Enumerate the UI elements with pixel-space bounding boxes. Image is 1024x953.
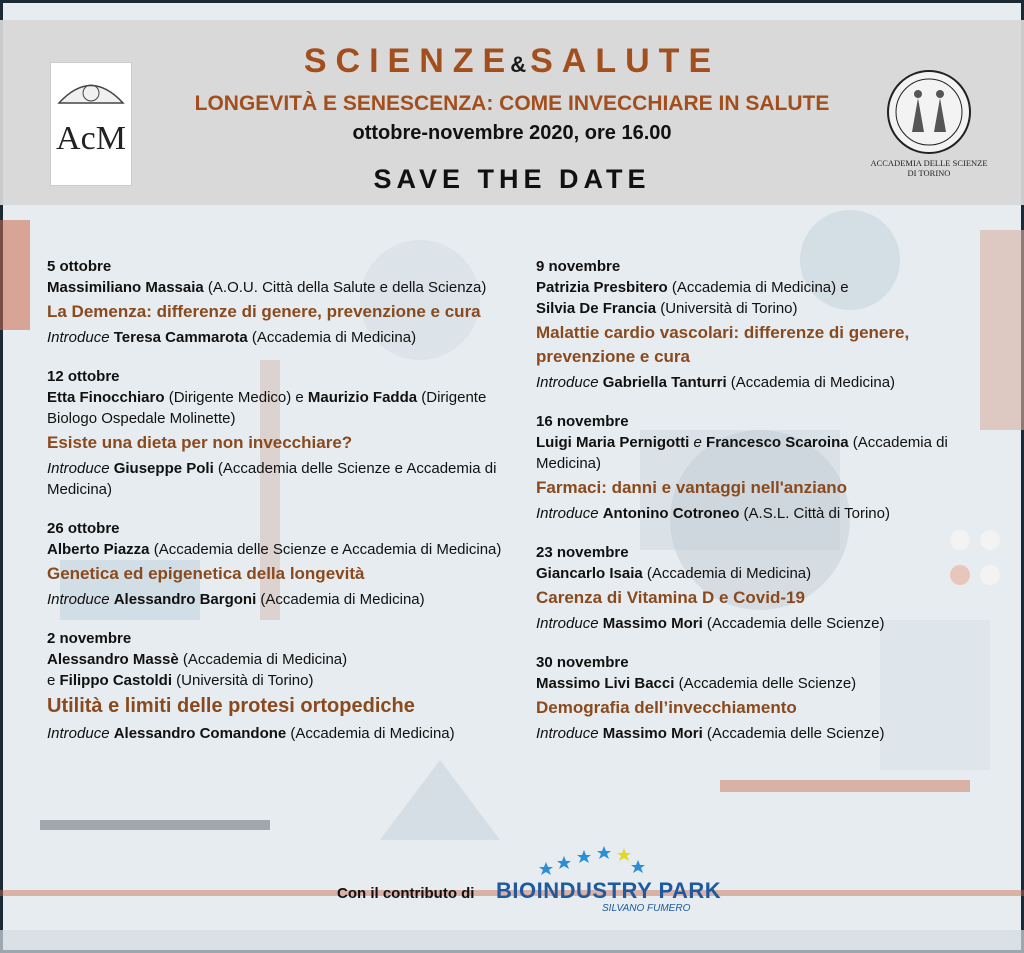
series-dates: ottobre-novembre 2020, ore 16.00	[352, 122, 672, 144]
event-speakers-2: e Filippo Castoldi (Università di Torino)	[47, 672, 314, 689]
svg-text:AcM: AcM	[56, 120, 126, 157]
event-title: Demografia dell’invecchiamento	[536, 698, 797, 717]
event-speakers: Luigi Maria Pernigotti e Francesco Scaroina (Accademia di Medicina)	[536, 434, 948, 472]
sponsor-subtitle: SILVANO FUMERO	[602, 903, 691, 914]
event-date: 12 ottobre	[47, 368, 120, 385]
sponsor-name: BIOINDUSTRY PARK	[496, 878, 722, 903]
event-speakers: Alessandro Massè (Accademia di Medicina)	[47, 651, 348, 668]
brand-ampersand: &	[510, 52, 527, 77]
event-date: 9 novembre	[536, 258, 621, 275]
event-intro: Introduce Antonino Cotroneo (A.S.L. Città di Torino)	[536, 505, 890, 522]
contribution-label: Con il contributo di	[337, 885, 475, 902]
header-band	[0, 20, 1024, 205]
event-item	[47, 518, 517, 610]
event-speakers: Patrizia Presbitero (Accademia di Medicina) e	[536, 279, 849, 296]
event-intro: Introduce Giuseppe Poli (Accademia delle Scienze e Accademia di Medicina)	[47, 460, 497, 498]
brand-right: SALUTE	[530, 42, 721, 80]
brand-left: SCIENZE	[303, 42, 515, 80]
series-subtitle: LONGEVITÀ E SENESCENZA: COME INVECCHIARE IN SALUTE	[194, 92, 830, 115]
event-speakers: Giancarlo Isaia (Accademia di Medicina)	[536, 565, 812, 582]
logo-caption-line1: ACCADEMIA DELLE SCIENZE	[870, 158, 988, 168]
event-item	[536, 652, 1006, 744]
event-title: Esiste una dieta per non invecchiare?	[47, 433, 353, 452]
event-title: Farmaci: danni e vantaggi nell'anziano	[536, 478, 848, 497]
event-title: Malattie cardio vascolari: differenze di genere, prevenzione e cura	[536, 323, 910, 366]
event-item	[536, 256, 1006, 393]
event-item	[47, 366, 517, 500]
event-speakers: Massimo Livi Bacci (Accademia delle Scienze)	[536, 675, 857, 692]
event-date: 2 novembre	[47, 630, 132, 647]
event-speakers: Etta Finocchiaro (Dirigente Medico) e Maurizio Fadda (Dirigente Biologo Ospedale Molinette)	[47, 389, 487, 427]
stars-icon	[536, 840, 656, 880]
logo-caption-line2: DI TORINO	[907, 168, 951, 178]
event-speakers-2: Silvia De Francia (Università di Torino)	[536, 300, 798, 317]
events-left-column	[47, 256, 517, 762]
footer-sponsor	[0, 840, 1024, 920]
event-item	[536, 411, 1006, 524]
event-speakers: Alberto Piazza (Accademia delle Scienze e Accademia di Medicina)	[47, 541, 502, 558]
event-intro: Introduce Gabriella Tanturri (Accademia di Medicina)	[536, 374, 896, 391]
event-date: 5 ottobre	[47, 258, 112, 275]
event-intro: Introduce Massimo Mori (Accademia delle Scienze)	[536, 725, 885, 742]
event-item	[47, 628, 517, 744]
event-item	[536, 542, 1006, 634]
event-intro: Introduce Teresa Cammarota (Accademia di Medicina)	[47, 329, 417, 346]
event-date: 16 novembre	[536, 413, 629, 430]
save-the-date: SAVE THE DATE	[373, 164, 651, 194]
event-intro: Introduce Alessandro Comandone (Accademia di Medicina)	[47, 725, 455, 742]
brand-title	[0, 42, 1024, 81]
event-title: Utilità e limiti delle protesi ortopediche	[47, 695, 415, 717]
event-intro: Introduce Alessandro Bargoni (Accademia di Medicina)	[47, 591, 425, 608]
event-date: 26 ottobre	[47, 520, 120, 537]
event-title: La Demenza: differenze di genere, prevenzione e cura	[47, 302, 481, 321]
events-right-column	[536, 256, 1006, 762]
event-date: 30 novembre	[536, 654, 629, 671]
event-intro: Introduce Massimo Mori (Accademia delle Scienze)	[536, 615, 885, 632]
event-date: 23 novembre	[536, 544, 629, 561]
event-title: Genetica ed epigenetica della longevità	[47, 564, 365, 583]
event-item	[47, 256, 517, 348]
event-speakers: Massimiliano Massaia (A.O.U. Città della Salute e della Scienza)	[47, 279, 487, 296]
event-title: Carenza di Vitamina D e Covid-19	[536, 588, 805, 607]
